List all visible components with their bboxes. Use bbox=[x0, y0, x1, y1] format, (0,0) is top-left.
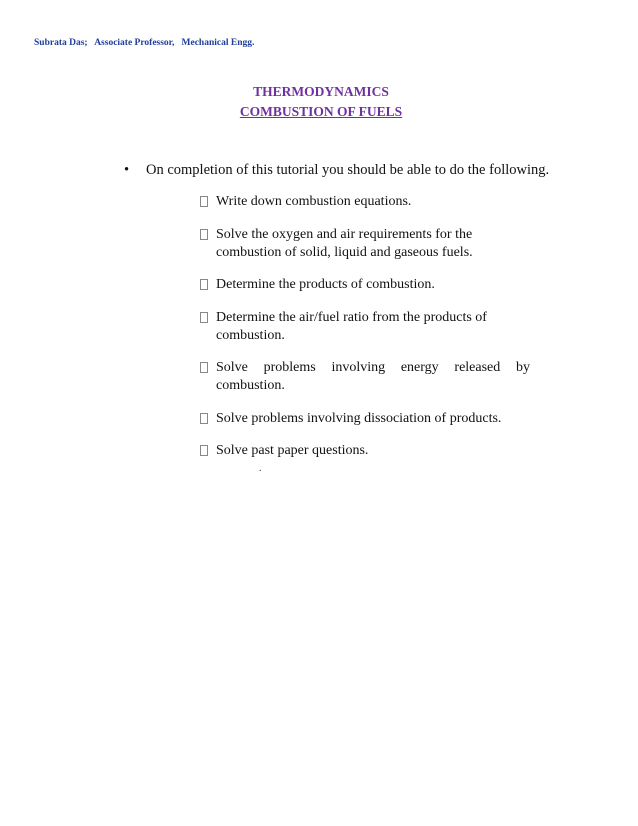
title-block bbox=[0, 82, 638, 122]
objective-text: Determine the air/fuel ratio from the products of combustion. bbox=[216, 309, 487, 343]
objective-text: Solve the oxygen and air requirements for the combustion of solid, liquid and gaseous fuels. bbox=[216, 226, 473, 260]
objective-item bbox=[200, 276, 530, 294]
checkbox-glyph-icon bbox=[200, 229, 208, 240]
checkbox-glyph-icon bbox=[200, 196, 208, 207]
objective-text: Solve problems involving energy released by combustion. bbox=[216, 360, 530, 393]
author-designation: Associate Professor, bbox=[94, 38, 175, 48]
author-name: Subrata Das; bbox=[34, 38, 88, 48]
objective-item bbox=[200, 309, 530, 345]
objective-text: Determine the products of combustion. bbox=[216, 277, 435, 292]
intro-text: On completion of this tutorial you should be able to do the following. bbox=[146, 162, 550, 178]
intro-line bbox=[124, 162, 549, 179]
objective-text: Solve problems involving dissociation of products. bbox=[216, 410, 502, 426]
objectives-list bbox=[200, 193, 530, 475]
objective-text: Solve past paper questions. bbox=[216, 443, 369, 458]
checkbox-glyph-icon bbox=[200, 279, 208, 290]
document-subtitle: COMBUSTION OF FUELS bbox=[239, 104, 403, 119]
checkbox-glyph-icon bbox=[200, 312, 208, 323]
document-title: THERMODYNAMICS bbox=[253, 84, 389, 99]
checkbox-glyph-icon bbox=[200, 362, 208, 373]
trailing-mark: . bbox=[259, 463, 262, 474]
objective-item bbox=[200, 193, 530, 211]
author-department: Mechanical Engg. bbox=[181, 38, 255, 48]
checkbox-glyph-icon bbox=[200, 413, 208, 424]
page-header bbox=[34, 38, 254, 48]
objective-text: Write down combustion equations. bbox=[216, 194, 412, 209]
objective-item bbox=[200, 359, 530, 395]
checkbox-glyph-icon bbox=[200, 445, 208, 456]
objective-item bbox=[200, 410, 530, 428]
objective-item bbox=[200, 442, 530, 460]
bullet-icon: • bbox=[124, 162, 130, 178]
objective-item bbox=[200, 226, 530, 262]
